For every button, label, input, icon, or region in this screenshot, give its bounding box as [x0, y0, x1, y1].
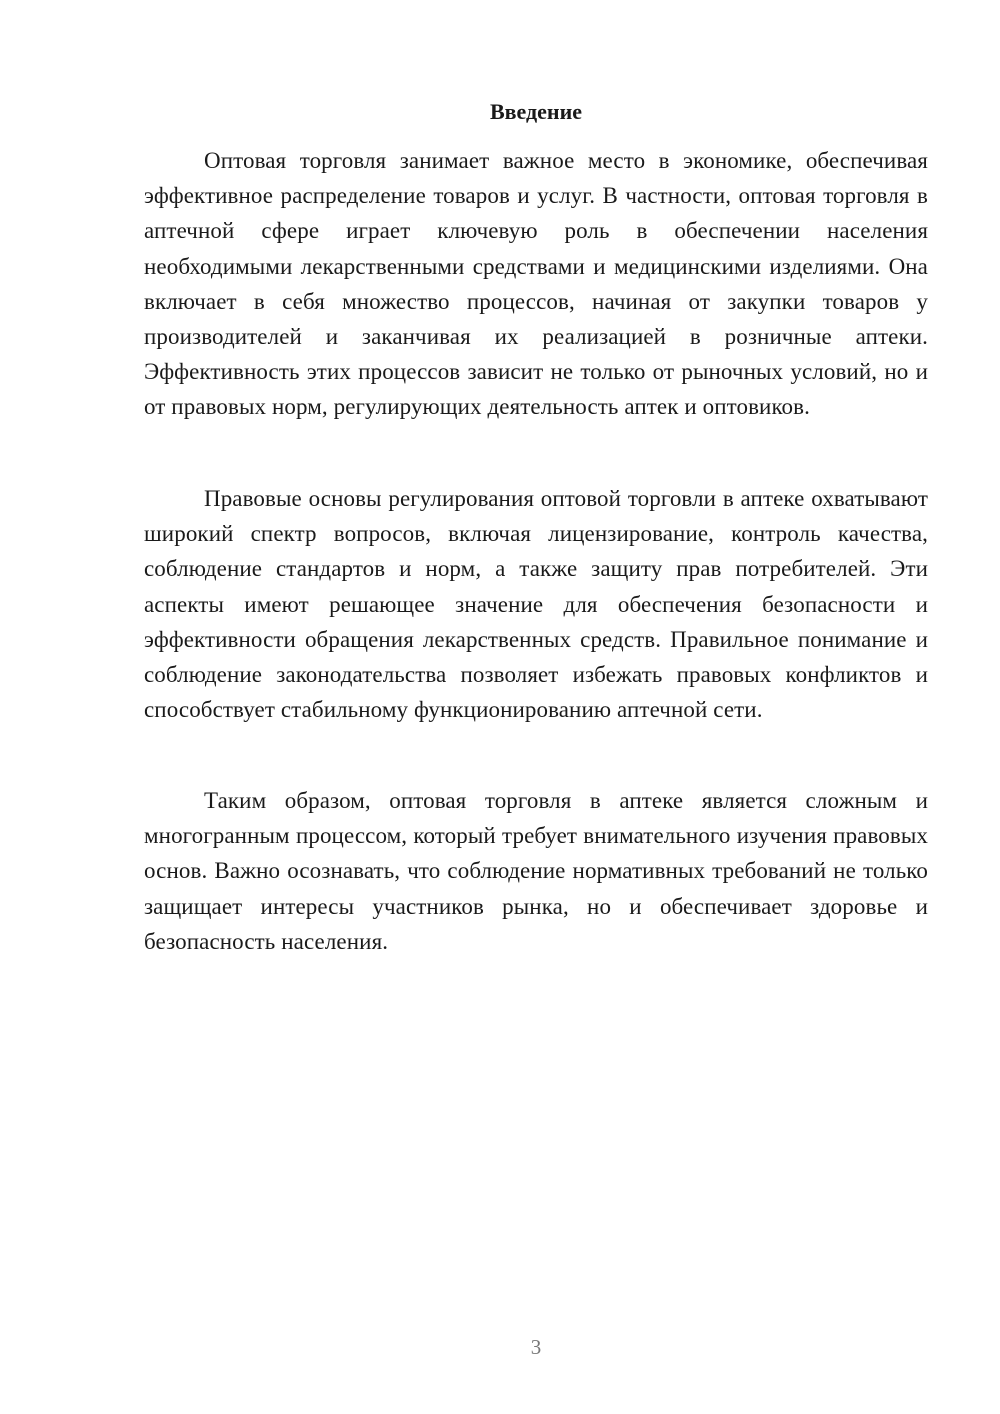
paragraph-1: Оптовая торговля занимает важное место в экономике, обеспечивая эффективное распределение товаров и услуг. В частности, оптовая торговля в аптечной сфере играет ключевую роль в обеспечении населения необходимыми лекарственными средствами и медицинскими изделиями. Она включает в себя множество процессов, начиная от закупки товаров у производителей и заканчивая их реализацией в розничные аптеки. Эффективность этих процессов зависит не только от рыночных условий, но и от правовых норм, регулирующих деятельность аптек и оптовиков. [144, 148, 928, 420]
paragraph-3: Таким образом, оптовая торговля в аптеке является сложным и многогранным процессом, который требует внимательного изучения правовых основ. Важно осознавать, что соблюдение нормативных требований не только защищает интересы участников рынка, но и обеспечивает здоровье и безопасность населения. [144, 788, 928, 954]
paragraph-2: Правовые основы регулирования оптовой торговли в аптеке охватывают широкий спектр вопросов, включая лицензирование, контроль качества, соблюдение стандартов и норм, а также защиту прав потребителей. Эти аспекты имеют решающее значение для обеспечения безопасности и эффективности обращения лекарственных средств. Правильное понимание и соблюдение законодательства позволяет избежать правовых конфликтов и способствует стабильному функционированию аптечной сети. [144, 486, 928, 723]
page-title: Введение [489, 99, 583, 124]
page-number: 3 [530, 1335, 542, 1359]
